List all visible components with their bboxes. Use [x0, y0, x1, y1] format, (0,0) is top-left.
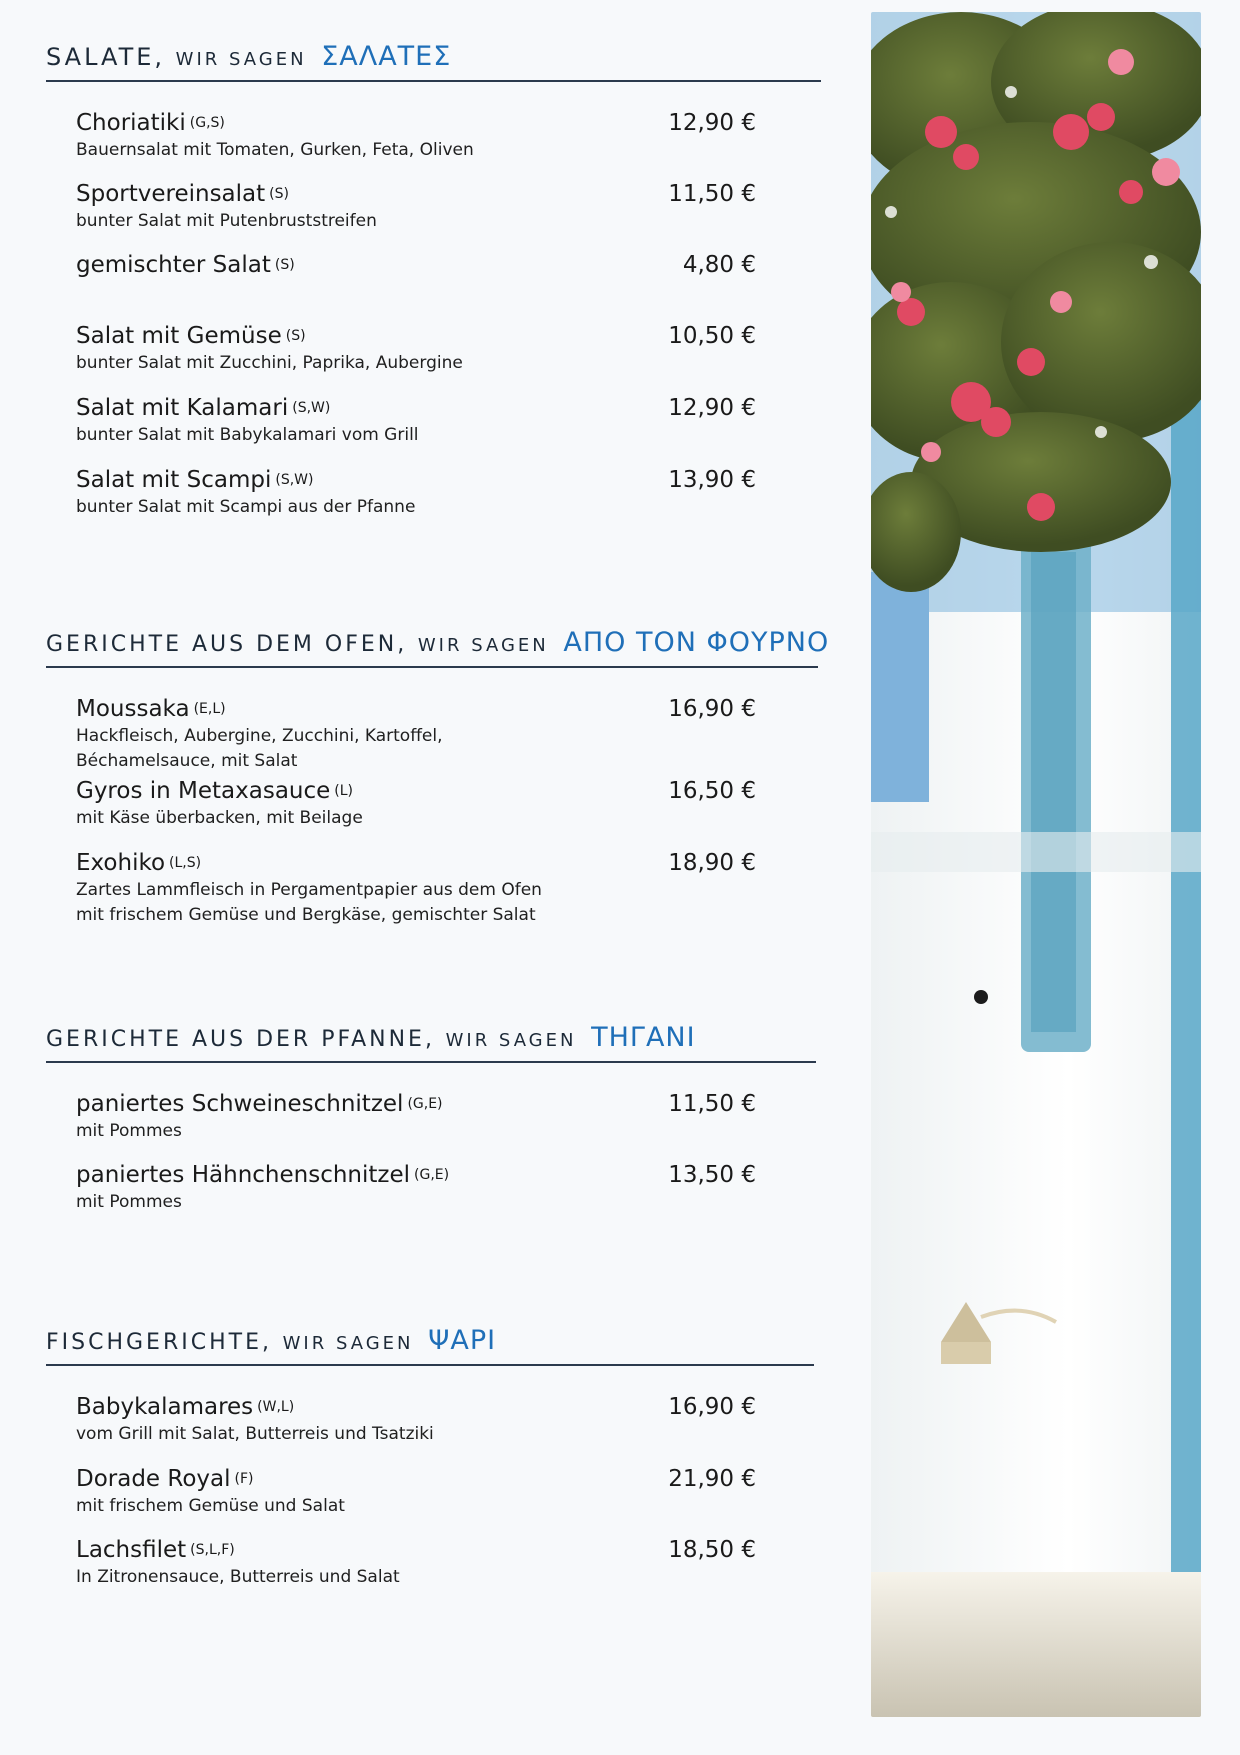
item-name: Dorade Royal	[76, 1466, 231, 1492]
item-allergen-tags: (G,S)	[189, 115, 225, 131]
item-allergen-tags: (S,L,F)	[190, 1542, 235, 1558]
item-allergen-tags: (S)	[274, 257, 295, 273]
section-salate	[46, 36, 821, 536]
menu-item	[76, 850, 796, 928]
item-allergen-tags: (W,L)	[257, 1399, 295, 1415]
section-fisch	[46, 1320, 816, 1620]
item-description: bunter Salat mit Putenbruststreifen	[76, 211, 377, 231]
section-divider	[46, 80, 821, 82]
item-price: 12,90 €	[668, 110, 756, 136]
menu-item	[76, 1162, 796, 1215]
item-price: 16,90 €	[668, 696, 756, 722]
item-price: 11,50 €	[668, 181, 756, 207]
item-allergen-tags: (F)	[234, 1471, 254, 1487]
section-title: GERICHTE AUS DEM OFEN,	[46, 632, 408, 657]
item-description: Bauernsalat mit Tomaten, Gurken, Feta, Oliven	[76, 140, 474, 160]
item-name: Choriatiki	[76, 110, 186, 136]
menu-item	[76, 1537, 796, 1590]
section-divider	[46, 1364, 814, 1366]
item-allergen-tags: (S,W)	[275, 472, 314, 488]
item-allergen-tags: (S)	[285, 328, 306, 344]
item-name: Salat mit Scampi	[76, 467, 272, 493]
section-heading	[46, 1017, 818, 1063]
item-price: 11,50 €	[668, 1091, 756, 1117]
section-title: FISCHGERICHTE,	[46, 1330, 272, 1355]
item-price: 12,90 €	[668, 395, 756, 421]
item-description: Zartes Lammfleisch in Pergamentpapier aus dem Ofen mit frischem Gemüse und Bergkäse, gemischter Salat	[76, 880, 542, 925]
section-title-greek: ΣΑΛΑΤΕΣ	[321, 41, 452, 72]
item-price: 13,90 €	[668, 467, 756, 493]
item-allergen-tags: (L,S)	[169, 855, 202, 871]
section-title-greek: ΑΠΟ ΤΟΝ ΦΟΥΡΝΟ	[563, 627, 830, 658]
item-allergen-tags: (G,E)	[407, 1096, 443, 1112]
item-description: bunter Salat mit Scampi aus der Pfanne	[76, 497, 416, 517]
item-description: mit Pommes	[76, 1121, 182, 1141]
item-name: Salat mit Kalamari	[76, 395, 289, 421]
item-name: gemischter Salat	[76, 252, 271, 278]
section-title: SALATE,	[46, 43, 166, 71]
item-description: bunter Salat mit Zucchini, Paprika, Aubergine	[76, 353, 463, 373]
menu-item	[76, 1091, 796, 1144]
item-allergen-tags: (S,W)	[292, 400, 331, 416]
item-name: Gyros in Metaxasauce	[76, 778, 331, 804]
item-name: Babykalamares	[76, 1394, 254, 1420]
item-price: 4,80 €	[682, 252, 756, 278]
item-price: 10,50 €	[668, 323, 756, 349]
item-name: Salat mit Gemüse	[76, 323, 282, 349]
item-price: 18,90 €	[668, 850, 756, 876]
section-title: GERICHTE AUS DER PFANNE,	[46, 1027, 435, 1052]
item-allergen-tags: (S)	[269, 186, 289, 202]
section-heading	[46, 36, 821, 82]
item-description: bunter Salat mit Babykalamari vom Grill	[76, 425, 419, 445]
menu-item	[76, 696, 796, 774]
item-description: mit frischem Gemüse und Salat	[76, 1496, 345, 1516]
item-name: paniertes Schweineschnitzel	[76, 1091, 404, 1117]
section-heading	[46, 1320, 816, 1366]
item-price: 18,50 €	[668, 1537, 756, 1563]
item-description: In Zitronensauce, Butterreis und Salat	[76, 1567, 400, 1587]
section-title-connector: WIR SAGEN	[445, 1030, 577, 1051]
item-price: 21,90 €	[668, 1466, 756, 1492]
section-title-connector: WIR SAGEN	[175, 49, 307, 70]
decorative-photo	[871, 12, 1201, 1717]
menu-item	[76, 110, 796, 163]
menu-item	[76, 778, 796, 831]
menu-item	[76, 467, 796, 520]
item-price: 13,50 €	[668, 1162, 756, 1188]
section-title-connector: WIR SAGEN	[417, 635, 549, 656]
item-price: 16,50 €	[668, 778, 756, 804]
item-name: Exohiko	[76, 850, 166, 876]
item-name: Moussaka	[76, 696, 190, 722]
menu-item	[76, 1394, 796, 1447]
section-pfanne	[46, 1017, 818, 1237]
section-title-connector: WIR SAGEN	[282, 1333, 414, 1354]
item-allergen-tags: (L)	[334, 783, 354, 799]
section-title-greek: ΤΗΓΑΝΙ	[591, 1022, 696, 1053]
item-description: mit Pommes	[76, 1192, 182, 1212]
item-name: Sportvereinsalat	[76, 181, 266, 207]
section-ofen	[46, 622, 830, 952]
item-name: Lachsfilet	[76, 1537, 187, 1563]
section-divider	[46, 666, 818, 668]
menu-item	[76, 323, 796, 376]
item-description: mit Käse überbacken, mit Beilage	[76, 808, 363, 828]
menu-item	[76, 395, 796, 448]
menu-item	[76, 252, 796, 280]
item-description: Hackfleisch, Aubergine, Zucchini, Kartoffel, Béchamelsauce, mit Salat	[76, 726, 443, 771]
item-allergen-tags: (E,L)	[193, 701, 226, 717]
item-description: vom Grill mit Salat, Butterreis und Tsatziki	[76, 1424, 434, 1444]
section-heading	[46, 622, 830, 668]
item-price: 16,90 €	[668, 1394, 756, 1420]
section-title-greek: ΨΑΡΙ	[428, 1325, 497, 1356]
section-divider	[46, 1061, 816, 1063]
menu-item	[76, 1466, 796, 1519]
item-allergen-tags: (G,E)	[414, 1167, 450, 1183]
menu-item	[76, 181, 796, 234]
item-name: paniertes Hähnchenschnitzel	[76, 1162, 411, 1188]
